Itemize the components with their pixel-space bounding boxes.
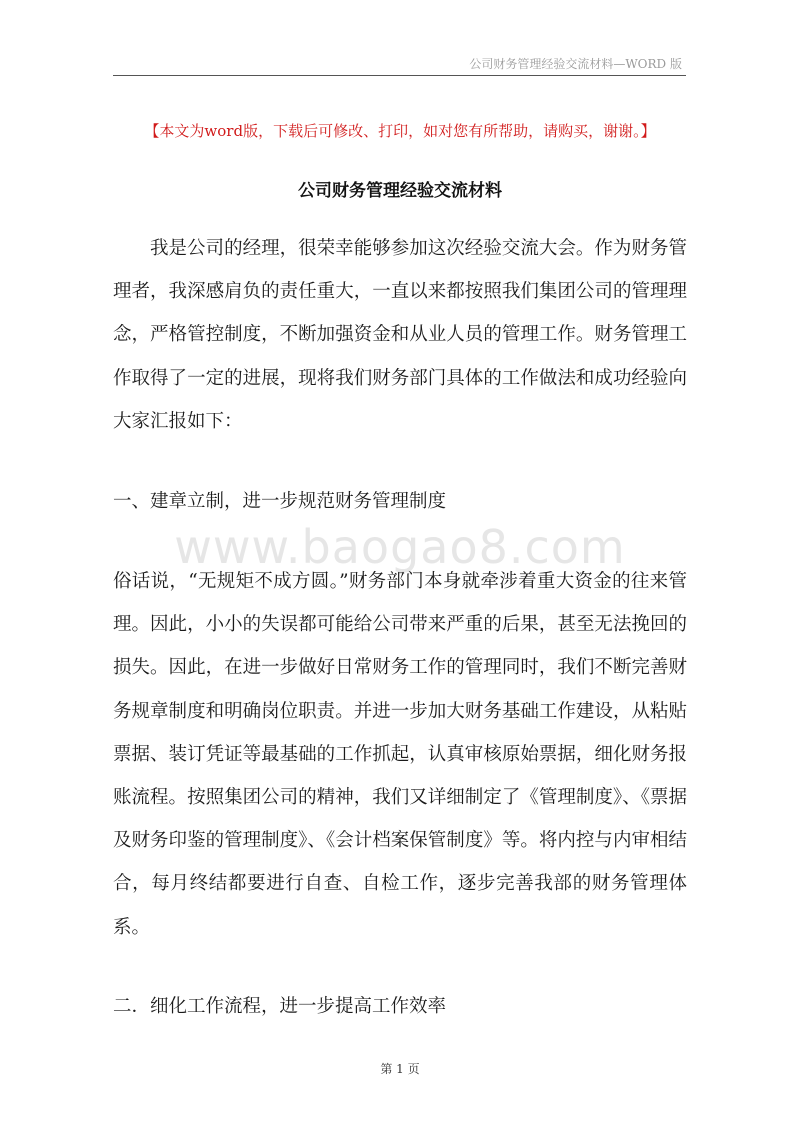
section-2-heading: 二．细化工作流程，进一步提高工作效率: [113, 996, 447, 1017]
section-1-body: 俗话说，“无规矩不成方圆。”财务部门本身就牵涉着重大资金的往来管理。因此，小小的失误都可能给公司带来严重的后果，甚至无法挽回的损失。因此，在进一步做好日常财务工作的管理同时，我们不断完善财务规章制度和明确岗位职责。并进一步加大财务基础工作建设，从粘贴票据、装订凭证等最基础的工作抓起，认真审核原始票据，细化财务报账流程。按照集团公司的精神，我们又详细制定了《管理制度》、《票据及财务印鉴的管理制度》、《会计档案保管制度》等。将内控与内审相结合，每月终结都要进行自查、自检工作，逐步完善我部的财务管理体系。: [113, 571, 687, 938]
header-divider: [113, 75, 686, 76]
intro-paragraph: 我是公司的经理，很荣幸能够参加这次经验交流大会。作为财务管理者，我深感肩负的责任重大，一直以来都按照我们集团公司的管理理念，严格管控制度，不断加强资金和从业人员的管理工作。财务管理工作取得了一定的进展，现将我们财务部门具体的工作做法和成功经验向大家汇报如下：: [113, 238, 687, 432]
section-1-heading: 一、建章立制，进一步规范财务管理制度: [113, 491, 447, 512]
page-number: 第 1 页: [380, 1062, 420, 1076]
download-notice: 【本文为word版，下载后可修改、打印，如对您有所帮助，请购买，谢谢。】: [144, 122, 656, 140]
running-header: 公司财务管理经验交流材料—WORD 版: [469, 57, 682, 71]
document-title: 公司财务管理经验交流材料: [298, 181, 502, 201]
watermark: www.baogao8.com: [174, 520, 626, 574]
